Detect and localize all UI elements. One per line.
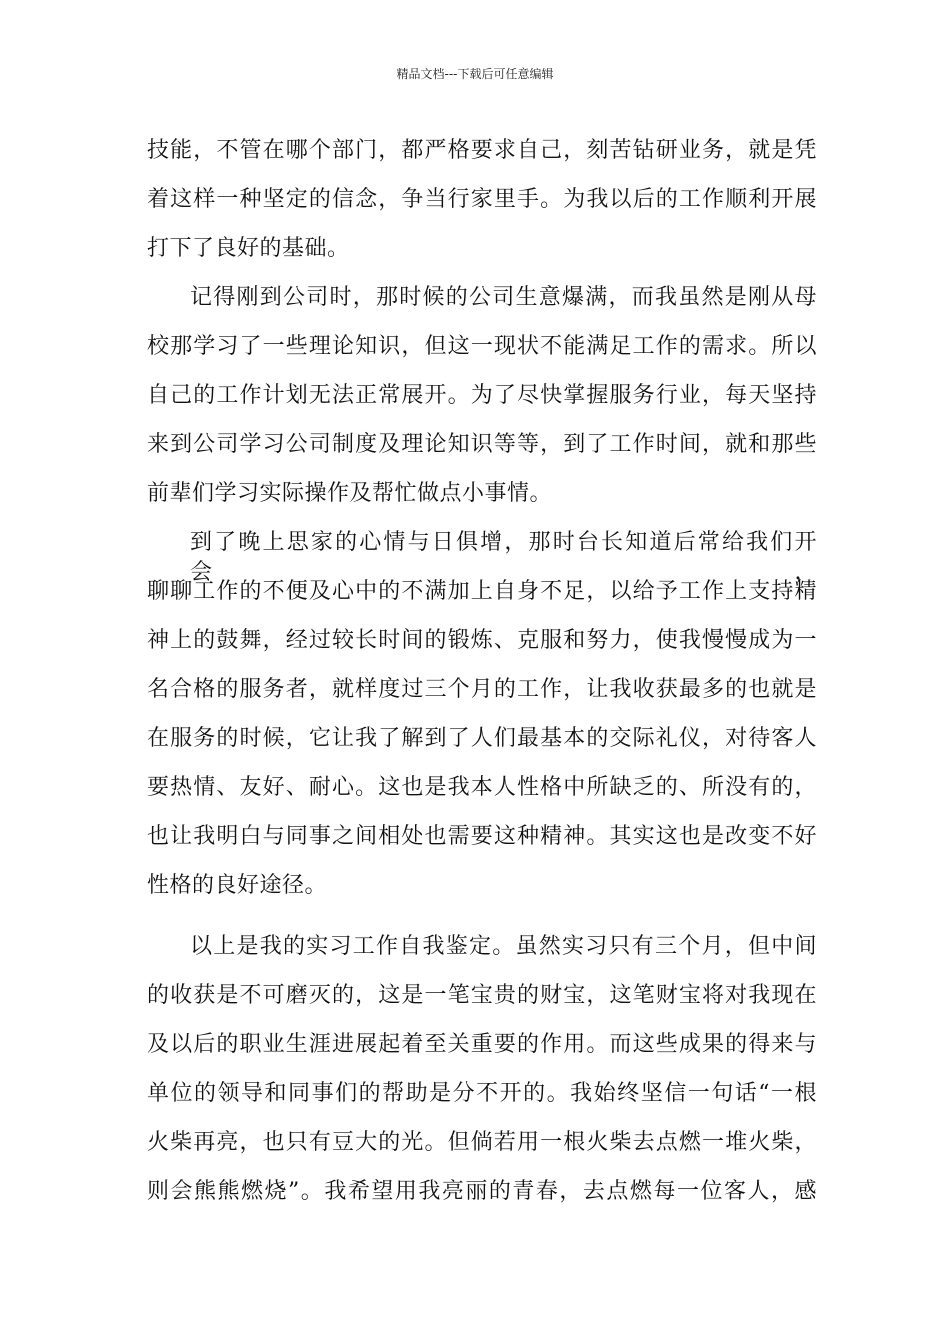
text-line: 的收获是不可磨灭的，这是一笔宝贵的财宝，这笔财宝将对我现在 (147, 983, 817, 1008)
text-line: 前辈们学习实际操作及帮忙做点小事情。 (147, 481, 553, 506)
paragraph-first-line: 记得刚到公司时，那时候的公司生意爆满，而我虽然是刚从母 (190, 285, 817, 310)
paragraph-first-line: 到了晚上思家的心情与日俱增，那时台长知道后常给我们开会， (190, 530, 817, 585)
text-line: 性格的良好途径。 (147, 873, 328, 898)
text-line: 打下了良好的基础。 (147, 236, 350, 261)
text-line: 要热情、友好、耐心。这也是我本人性格中所缺乏的、所没有的， (147, 775, 817, 800)
page-header: 精品文档---下载后可任意编辑 (396, 67, 554, 81)
text-line: 校那学习了一些理论知识，但这一现状不能满足工作的需求。所以 (147, 334, 817, 359)
paragraph-first-line: 以上是我的实习工作自我鉴定。虽然实习只有三个月，但中间 (190, 934, 817, 959)
text-line: 则会熊熊燃烧”。我希望用我亮丽的青春，去点燃每一位客人，感 (147, 1179, 817, 1204)
text-line: 单位的领导和同事们的帮助是分不开的。我始终坚信一句话“一根 (147, 1081, 817, 1106)
text-line: 火柴再亮，也只有豆大的光。但倘若用一根火柴去点燃一堆火柴， (147, 1130, 817, 1155)
text-line: 也让我明白与同事之间相处也需要这种精神。其实这也是改变不好 (147, 824, 817, 849)
text-line: 技能，不管在哪个部门，都严格要求自己，刻苦钻研业务，就是凭 (147, 138, 817, 163)
text-line: 及以后的职业生涯进展起着至关重要的作用。而这些成果的得来与 (147, 1032, 817, 1057)
text-line: 着这样一种坚定的信念，争当行家里手。为我以后的工作顺利开展 (147, 187, 817, 212)
text-line: 来到公司学习公司制度及理论知识等等，到了工作时间，就和那些 (147, 432, 817, 457)
text-line: 聊聊工作的不便及心中的不满加上自身不足，以给予工作上支持精 (147, 579, 817, 604)
text-line: 名合格的服务者，就样度过三个月的工作，让我收获最多的也就是 (147, 677, 817, 702)
text-line: 神上的鼓舞，经过较长时间的锻炼、克服和努力，使我慢慢成为一 (147, 628, 817, 653)
text-line: 在服务的时候，它让我了解到了人们最基本的交际礼仪，对待客人 (147, 726, 817, 751)
text-line: 自己的工作计划无法正常展开。为了尽快掌握服务行业，每天坚持 (147, 383, 817, 408)
